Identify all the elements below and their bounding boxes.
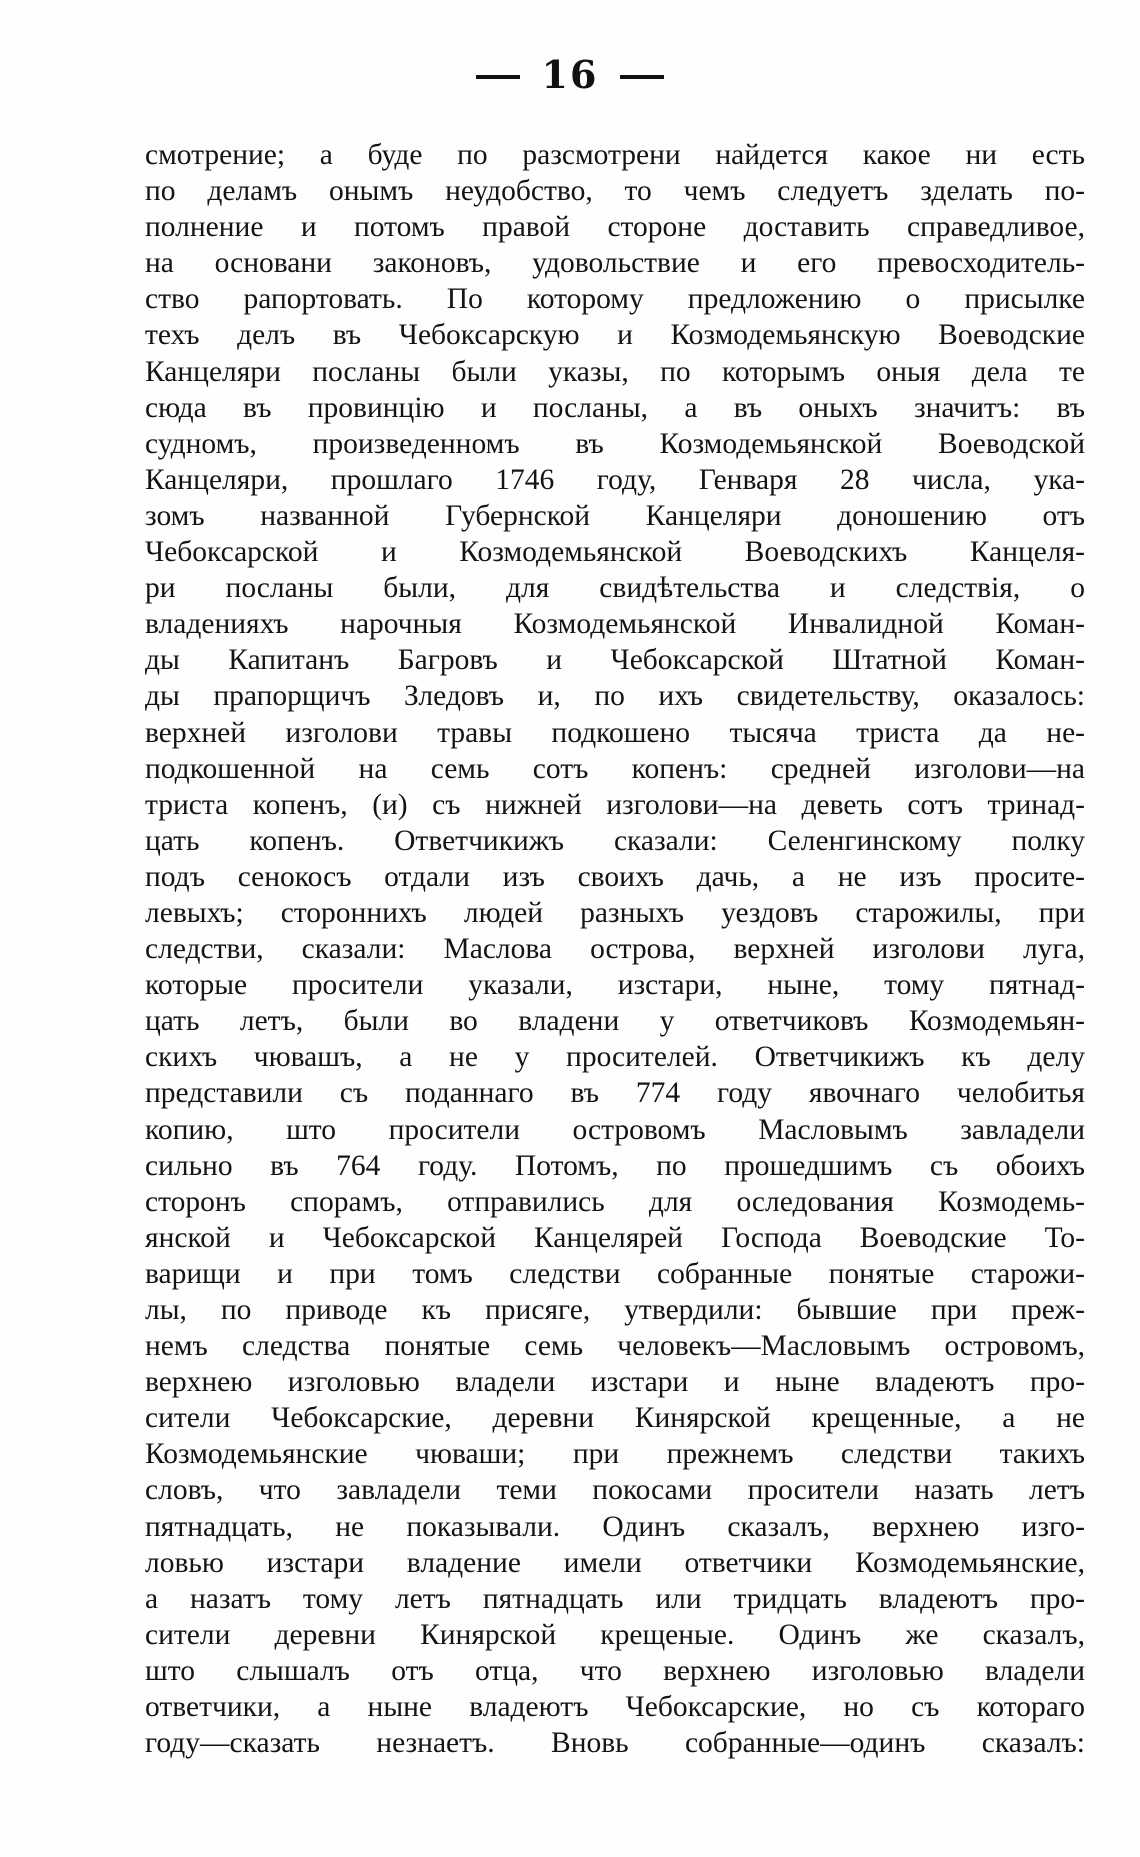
text-line: лы, по приводе къ присяге, утвердили: бывшие при преж-	[145, 1294, 1085, 1326]
text-line: судномъ, произведенномъ въ Козмодемьянской Воеводской	[145, 427, 1085, 460]
text-line: сильно въ 764 году. Потомъ, по прошедшимъ съ обоихъ	[145, 1149, 1085, 1182]
text-line: подкошенной на семь сотъ копенъ: средней изголови—на	[145, 752, 1085, 785]
text-line: Козмодемьянские чюваши; при прежнемъ следстви такихъ	[145, 1438, 1085, 1471]
text-line: следстви, сказали: Маслова острова, верхней изголови луга,	[145, 933, 1085, 966]
text-line: левыхъ; стороннихъ людей разныхъ уездовъ старожилы, при	[145, 896, 1085, 929]
text-line: ри посланы были, для свидѣтельства и следствія, о	[145, 572, 1085, 605]
text-line: сторонъ спорамъ, отправились для оследования Козмодемь-	[145, 1185, 1085, 1218]
page-number: 16	[541, 52, 599, 97]
text-line: техъ делъ въ Чебоксарскую и Козмодемьянскую Воеводские	[145, 319, 1085, 352]
text-line: ответчики, а ныне владеютъ Чебоксарские, но съ котораго	[145, 1691, 1085, 1724]
text-line: которые просители указали, изстари, ныне, тому пятнад-	[145, 969, 1085, 1002]
body-text	[145, 137, 1085, 1761]
text-line: владенияхъ нарочныя Козмодемьянской Инвалидной Коман-	[145, 608, 1085, 641]
text-line: словъ, что завладели теми покосами просители назать летъ	[145, 1474, 1085, 1507]
left-dash-ornament	[476, 75, 520, 79]
text-line: сители деревни Кинярской крещеные. Одинъ же сказалъ,	[145, 1618, 1085, 1651]
text-line: верхнею изголовью владели изстари и ныне владеютъ про-	[145, 1366, 1085, 1399]
text-line: Канцеляри посланы были указы, по которымъ оныя дела те	[145, 355, 1085, 388]
text-line: сюда въ провинцію и посланы, а въ оныхъ значитъ: въ	[145, 391, 1085, 424]
page-header	[0, 52, 1140, 97]
text-line: ды Капитанъ Багровъ и Чебоксарской Штатной Коман-	[145, 644, 1085, 677]
text-line: а назатъ тому летъ пятнадцать или тридцать владеютъ про-	[145, 1582, 1085, 1615]
text-line: году—сказать незнаетъ. Вновь собранные—одинъ сказалъ:	[145, 1727, 1085, 1760]
text-line: янской и Чебоксарской Канцелярей Господа Воеводские То-	[145, 1221, 1085, 1254]
text-line: цать летъ, были во владени у ответчиковъ Козмодемьян-	[145, 1005, 1085, 1038]
text-line: смотрение; а буде по разсмотрени найдется какое ни есть	[145, 139, 1085, 171]
text-line: триста копенъ, (и) съ нижней изголови—на деветь сотъ тринад-	[145, 788, 1085, 821]
text-line: Канцеляри, прошлаго 1746 году, Генваря 28 числа, ука-	[145, 463, 1085, 496]
text-line: Чебоксарской и Козмодемьянской Воеводскихъ Канцеля-	[145, 536, 1085, 569]
right-dash-ornament	[620, 75, 664, 79]
text-line: цать копенъ. Ответчикижъ сказали: Селенгинскому полку	[145, 824, 1085, 857]
text-line: зомъ названной Губернской Канцеляри доношению отъ	[145, 499, 1085, 532]
text-line: полнение и потомъ правой стороне доставить справедливое,	[145, 211, 1085, 244]
text-line: представили съ поданнаго въ 774 году явочнаго челобитья	[145, 1077, 1085, 1110]
text-line: немъ следства понятые семь человекъ—Масловымъ островомъ,	[145, 1330, 1085, 1363]
text-line: варищи и при томъ следстви собранные понятые старожи-	[145, 1257, 1085, 1290]
text-line: по деламъ онымъ неудобство, то чемъ следуетъ зделать по-	[145, 175, 1085, 208]
text-line: што слышалъ отъ отца, что верхнею изголовью владели	[145, 1654, 1085, 1687]
text-line: сители Чебоксарские, деревни Кинярской крещенные, а не	[145, 1402, 1085, 1435]
text-line: пятнадцать, не показывали. Одинъ сказалъ, верхнею изго-	[145, 1510, 1085, 1543]
text-line: подъ сенокосъ отдали изъ своихъ дачь, а не изъ просите-	[145, 860, 1085, 893]
text-line: копию, што просители островомъ Масловымъ завладели	[145, 1113, 1085, 1146]
text-line: ды прапорщичъ Зледовъ и, по ихъ свидетельству, оказалось:	[145, 680, 1085, 713]
text-line: ловью изстари владение имели ответчики Козмодемьянские,	[145, 1546, 1085, 1579]
text-line: верхней изголови травы подкошено тысяча триста да не-	[145, 716, 1085, 749]
text-line: скихъ чювашъ, а не у просителей. Ответчикижъ къ делу	[145, 1041, 1085, 1074]
text-line: ство рапортовать. По которому предложению о присылке	[145, 283, 1085, 316]
text-line: на основани законовъ, удовольствие и его превосходитель-	[145, 247, 1085, 280]
